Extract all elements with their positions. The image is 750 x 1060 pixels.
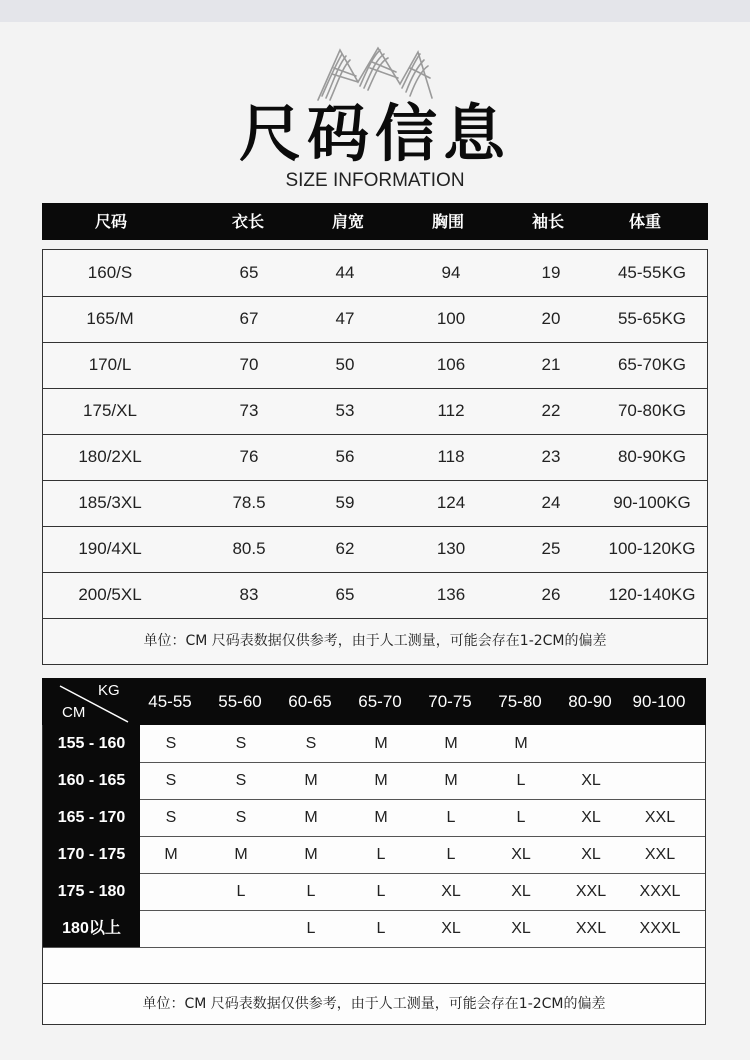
cell-weight: 45-55KG xyxy=(617,263,687,282)
size-cell: M xyxy=(374,809,388,826)
cell-weight: 90-100KG xyxy=(613,493,691,512)
height-label: 180以上 xyxy=(43,910,140,947)
size-cell: XL xyxy=(581,846,601,863)
cell-chest: 136 xyxy=(436,585,466,604)
size-cell: L xyxy=(376,883,386,900)
cell-size: 165/M xyxy=(86,309,134,328)
size-cell: S xyxy=(235,772,247,789)
size-cell: L xyxy=(376,846,386,863)
size-cell: XXL xyxy=(644,846,676,863)
cell-sleeve: 20 xyxy=(541,309,561,328)
size-cell: S xyxy=(235,735,247,752)
header-shoulder: 肩宽 xyxy=(331,212,365,231)
recommend-table xyxy=(42,725,706,1025)
size-cell: XL xyxy=(511,846,531,863)
table-row xyxy=(43,910,705,948)
size-table-note: 单位：CM 尺码表数据仅供参考，由于人工测量，可能会存在1-2CM的偏差 xyxy=(143,633,607,649)
cell-shoulder: 56 xyxy=(335,447,355,466)
size-cell: XL xyxy=(581,772,601,789)
weight-col-header: 65-70 xyxy=(358,692,402,711)
recommend-table-note: 单位：CM 尺码表数据仅供参考，由于人工测量，可能会存在1-2CM的偏差 xyxy=(142,996,606,1012)
weight-col-header: 55-60 xyxy=(218,692,262,711)
cell-shoulder: 65 xyxy=(335,585,355,604)
cell-size: 185/3XL xyxy=(78,493,142,512)
header-length: 衣长 xyxy=(231,212,265,231)
cell-length: 76 xyxy=(239,447,259,466)
cell-chest: 100 xyxy=(436,309,466,328)
height-label: 165 - 170 xyxy=(43,799,140,836)
cell-length: 80.5 xyxy=(232,539,266,558)
cell-shoulder: 50 xyxy=(335,355,355,374)
cell-length: 73 xyxy=(239,401,259,420)
cell-weight: 120-140KG xyxy=(608,585,696,604)
size-cell: M xyxy=(444,735,458,752)
size-table xyxy=(42,249,708,665)
cell-shoulder: 44 xyxy=(335,263,355,282)
cell-sleeve: 26 xyxy=(541,585,561,604)
cell-size: 180/2XL xyxy=(78,447,142,466)
corner-cell xyxy=(42,678,139,725)
size-cell: M xyxy=(374,735,388,752)
diagonal-line xyxy=(42,678,139,725)
size-cell: XXL xyxy=(575,920,607,937)
height-label: 155 - 160 xyxy=(43,725,140,762)
size-cell: L xyxy=(376,920,386,937)
size-cell: XXL xyxy=(644,809,676,826)
cell-length: 78.5 xyxy=(232,493,266,512)
weight-col-header: 80-90 xyxy=(568,692,612,711)
cell-chest: 130 xyxy=(436,539,466,558)
weight-col-header: 70-75 xyxy=(428,692,472,711)
size-cell: L xyxy=(446,846,456,863)
table-row xyxy=(43,725,705,763)
table-row xyxy=(43,526,707,573)
size-cell: S xyxy=(305,735,317,752)
size-cell: S xyxy=(165,735,177,752)
cell-weight: 70-80KG xyxy=(617,401,687,420)
cell-sleeve: 22 xyxy=(541,401,561,420)
cell-size: 200/5XL xyxy=(78,585,142,604)
cell-size: 160/S xyxy=(87,263,133,282)
size-cell: XL xyxy=(441,883,461,900)
cell-shoulder: 53 xyxy=(335,401,355,420)
table-row xyxy=(43,873,705,911)
cell-sleeve: 19 xyxy=(541,263,561,282)
size-cell: M xyxy=(374,772,388,789)
size-cell: M xyxy=(444,772,458,789)
size-cell: L xyxy=(306,920,316,937)
table-row xyxy=(43,762,705,800)
size-cell: XL xyxy=(511,920,531,937)
table-row xyxy=(43,480,707,527)
weight-col-header: 75-80 xyxy=(498,692,542,711)
size-cell: S xyxy=(235,809,247,826)
size-cell: M xyxy=(164,846,178,863)
cell-shoulder: 47 xyxy=(335,309,355,328)
size-cell: L xyxy=(306,883,316,900)
size-cell: XL xyxy=(441,920,461,937)
table-row xyxy=(43,250,707,297)
size-cell: S xyxy=(165,772,177,789)
cell-length: 70 xyxy=(239,355,259,374)
table-row xyxy=(43,572,707,619)
cell-chest: 94 xyxy=(441,263,461,282)
size-cell: L xyxy=(236,883,246,900)
cell-length: 65 xyxy=(239,263,259,282)
size-cell: M xyxy=(304,846,318,863)
header-sleeve: 袖长 xyxy=(531,212,565,231)
page-subtitle: SIZE INFORMATION xyxy=(285,170,465,191)
size-cell: XXXL xyxy=(639,883,681,900)
table-row xyxy=(43,836,705,874)
recommend-table-header xyxy=(42,678,706,725)
size-cell: M xyxy=(514,735,528,752)
size-cell: L xyxy=(516,809,526,826)
header-size: 尺码 xyxy=(94,212,128,231)
weight-col-header: 45-55 xyxy=(148,692,192,711)
corner-cm-label: CM xyxy=(62,704,86,721)
size-cell: L xyxy=(446,809,456,826)
size-cell: M xyxy=(304,772,318,789)
size-cell: XL xyxy=(511,883,531,900)
size-cell: M xyxy=(234,846,248,863)
cell-weight: 55-65KG xyxy=(617,309,687,328)
cell-weight: 100-120KG xyxy=(608,539,696,558)
cell-sleeve: 25 xyxy=(541,539,561,558)
cell-size: 170/L xyxy=(88,355,132,374)
cell-sleeve: 21 xyxy=(541,355,561,374)
page-title: 尺码信息 xyxy=(238,97,511,170)
cell-size: 175/XL xyxy=(83,401,137,420)
table-row xyxy=(43,388,707,435)
size-cell: M xyxy=(304,809,318,826)
table-row xyxy=(43,434,707,481)
cell-chest: 124 xyxy=(436,493,466,512)
top-strip xyxy=(0,0,750,22)
cell-sleeve: 24 xyxy=(541,493,561,512)
cell-length: 67 xyxy=(239,309,259,328)
cell-chest: 118 xyxy=(437,447,465,466)
cell-shoulder: 59 xyxy=(335,493,355,512)
corner-kg-label: KG xyxy=(98,682,120,699)
size-cell: XL xyxy=(581,809,601,826)
size-table-header xyxy=(42,203,708,240)
table-row xyxy=(43,342,707,389)
cell-chest: 106 xyxy=(436,355,466,374)
size-cell: S xyxy=(165,809,177,826)
height-label: 170 - 175 xyxy=(43,836,140,873)
header-chest: 胸围 xyxy=(431,212,465,231)
table-row xyxy=(43,799,705,837)
size-cell: L xyxy=(516,772,526,789)
cell-shoulder: 62 xyxy=(335,539,355,558)
cell-weight: 80-90KG xyxy=(617,447,687,466)
blank-row xyxy=(43,947,705,984)
weight-col-header: 60-65 xyxy=(288,692,332,711)
table-row xyxy=(43,296,707,343)
cell-size: 190/4XL xyxy=(78,539,142,558)
cell-sleeve: 23 xyxy=(541,447,561,466)
height-label: 160 - 165 xyxy=(43,762,140,799)
size-cell: XXXL xyxy=(639,920,681,937)
size-cell: XXL xyxy=(575,883,607,900)
cell-chest: 112 xyxy=(437,401,465,420)
height-label: 175 - 180 xyxy=(43,873,140,910)
header-weight: 体重 xyxy=(628,212,662,231)
cell-weight: 65-70KG xyxy=(617,355,687,374)
weight-col-header: 90-100 xyxy=(632,692,686,711)
cell-length: 83 xyxy=(239,585,259,604)
